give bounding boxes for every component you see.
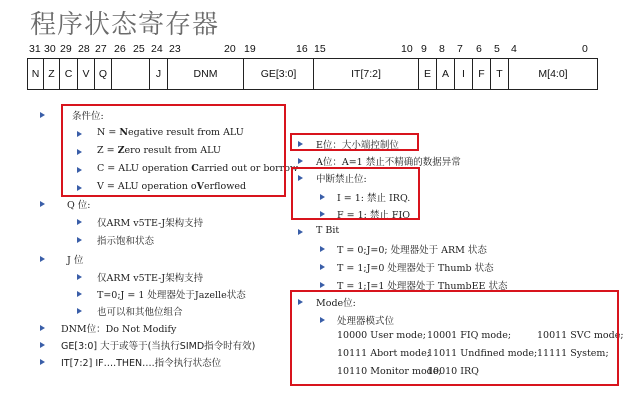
bullet-icon — [40, 325, 45, 331]
field-n: N — [28, 59, 44, 89]
bullet-icon — [298, 229, 303, 235]
bit-number: 10 — [401, 43, 413, 55]
cond-item: V = ALU operation oVerflowed — [97, 181, 247, 192]
mode-subtitle: 处理器模式位 — [337, 316, 395, 327]
j-item: 仅ARM v5TE-J架构支持 — [97, 273, 204, 284]
bit-number: 30 — [44, 43, 56, 55]
mode-cell: 10010 IRQ — [427, 366, 479, 377]
bit-number: 4 — [511, 43, 517, 55]
field-j: J — [150, 59, 168, 89]
q-item: 指示饱和状态 — [97, 236, 155, 247]
field-e: E — [419, 59, 437, 89]
mode-bits-highlight-box — [290, 290, 619, 386]
t-item: T = 1;J=0 处理器处于 Thumb 状态 — [337, 263, 494, 274]
bit-number: 16 — [296, 43, 308, 55]
bullet-icon — [320, 282, 325, 288]
field-f: F — [473, 59, 491, 89]
bit-number: 31 — [29, 43, 41, 55]
bit-number: 25 — [133, 43, 145, 55]
j-item: 也可以和其他位组合 — [97, 307, 183, 318]
t-item: T = 0;J=0; 处理器处于 ARM 状态 — [337, 245, 487, 256]
field-c: C — [60, 59, 78, 89]
bit-number: 28 — [78, 43, 90, 55]
bit-number: 8 — [439, 43, 445, 55]
field-i: I — [455, 59, 473, 89]
psr-register-diagram — [27, 58, 598, 90]
mode-cell: 10000 User mode; — [337, 330, 426, 341]
cond-title: 条件位: — [72, 111, 104, 122]
cond-item: C = ALU operation Carried out or borrow — [97, 163, 299, 174]
bit-number-row — [0, 43, 635, 57]
t-title: T Bit — [316, 225, 340, 236]
bit-number: 7 — [457, 43, 463, 55]
int-title: 中断禁止位: — [316, 174, 367, 185]
field-dnm: DNM — [168, 59, 244, 89]
bullet-icon — [40, 256, 45, 262]
cond-item: Z = Zero result from ALU — [97, 145, 221, 156]
bullet-icon — [298, 158, 303, 164]
bullet-icon — [40, 342, 45, 348]
e-bit-highlight-box — [290, 133, 419, 151]
bullet-icon — [320, 246, 325, 252]
bit-number: 15 — [314, 43, 326, 55]
bullet-icon — [77, 274, 82, 280]
bit-number: 26 — [114, 43, 126, 55]
bullet-icon — [77, 219, 82, 225]
bullet-icon — [77, 291, 82, 297]
j-title: J 位 — [67, 255, 84, 266]
mode-cell: 10001 FIQ mode; — [427, 330, 512, 341]
t-item: T = 1;J=1 处理器处于 ThumbEE 状态 — [337, 281, 508, 292]
bit-number: 9 — [421, 43, 427, 55]
field-it: IT[7:2] — [314, 59, 419, 89]
q-title: Q 位: — [67, 200, 91, 211]
field-reserved — [112, 59, 150, 89]
field-a: A — [437, 59, 455, 89]
bit-number: 24 — [151, 43, 163, 55]
e-bit-line: E位：大小端控制位 — [316, 140, 399, 151]
page-title: 程序状态寄存器 — [30, 10, 220, 40]
bullet-icon — [320, 264, 325, 270]
bit-number: 20 — [224, 43, 236, 55]
mode-cell: 10011 SVC mode; — [537, 330, 624, 341]
mode-cell: 10110 Monitor mode; — [337, 366, 442, 377]
bullet-icon — [40, 359, 45, 365]
bullet-icon — [77, 237, 82, 243]
bullet-icon — [77, 308, 82, 314]
interrupt-bits-highlight-box — [291, 167, 420, 220]
bit-number: 29 — [60, 43, 72, 55]
field-z: Z — [44, 59, 60, 89]
field-ge: GE[3:0] — [244, 59, 314, 89]
mode-cell: 10111 Abort mode; — [337, 348, 430, 359]
bit-number: 19 — [244, 43, 256, 55]
it-line: IT[7:2] IF….THEN….指令执行状态位 — [61, 358, 222, 369]
cond-item: N = Negative result from ALU — [97, 127, 244, 138]
bit-number: 27 — [95, 43, 107, 55]
bullet-icon — [40, 112, 45, 118]
bullet-icon — [40, 201, 45, 207]
bit-number: 5 — [494, 43, 500, 55]
bit-number: 0 — [582, 43, 588, 55]
field-t: T — [491, 59, 509, 89]
field-v: V — [78, 59, 95, 89]
mode-cell: 11011 Undfined mode; — [427, 348, 538, 359]
q-item: 仅ARM v5TE-J架构支持 — [97, 218, 204, 229]
int-item: I = 1: 禁止 IRQ. — [337, 193, 411, 204]
condition-bits-highlight-box — [61, 104, 286, 197]
a-bit-line: A位：A=1 禁止不精确的数据异常 — [316, 157, 461, 168]
j-item: T=0;J = 1 处理器处于Jazelle状态 — [97, 290, 246, 301]
field-q: Q — [95, 59, 112, 89]
mode-title: Mode位: — [316, 298, 356, 309]
dnm-line: DNM位：Do Not Modify — [61, 324, 177, 335]
bit-number: 6 — [476, 43, 482, 55]
int-item: F = 1: 禁止 FIQ — [337, 210, 411, 221]
field-mode: M[4:0] — [538, 68, 568, 80]
mode-cell: 11111 System; — [537, 348, 609, 359]
bit-number: 23 — [169, 43, 181, 55]
ge-line: GE[3:0] 大于或等于(当执行SIMD指令时有效) — [61, 341, 256, 352]
